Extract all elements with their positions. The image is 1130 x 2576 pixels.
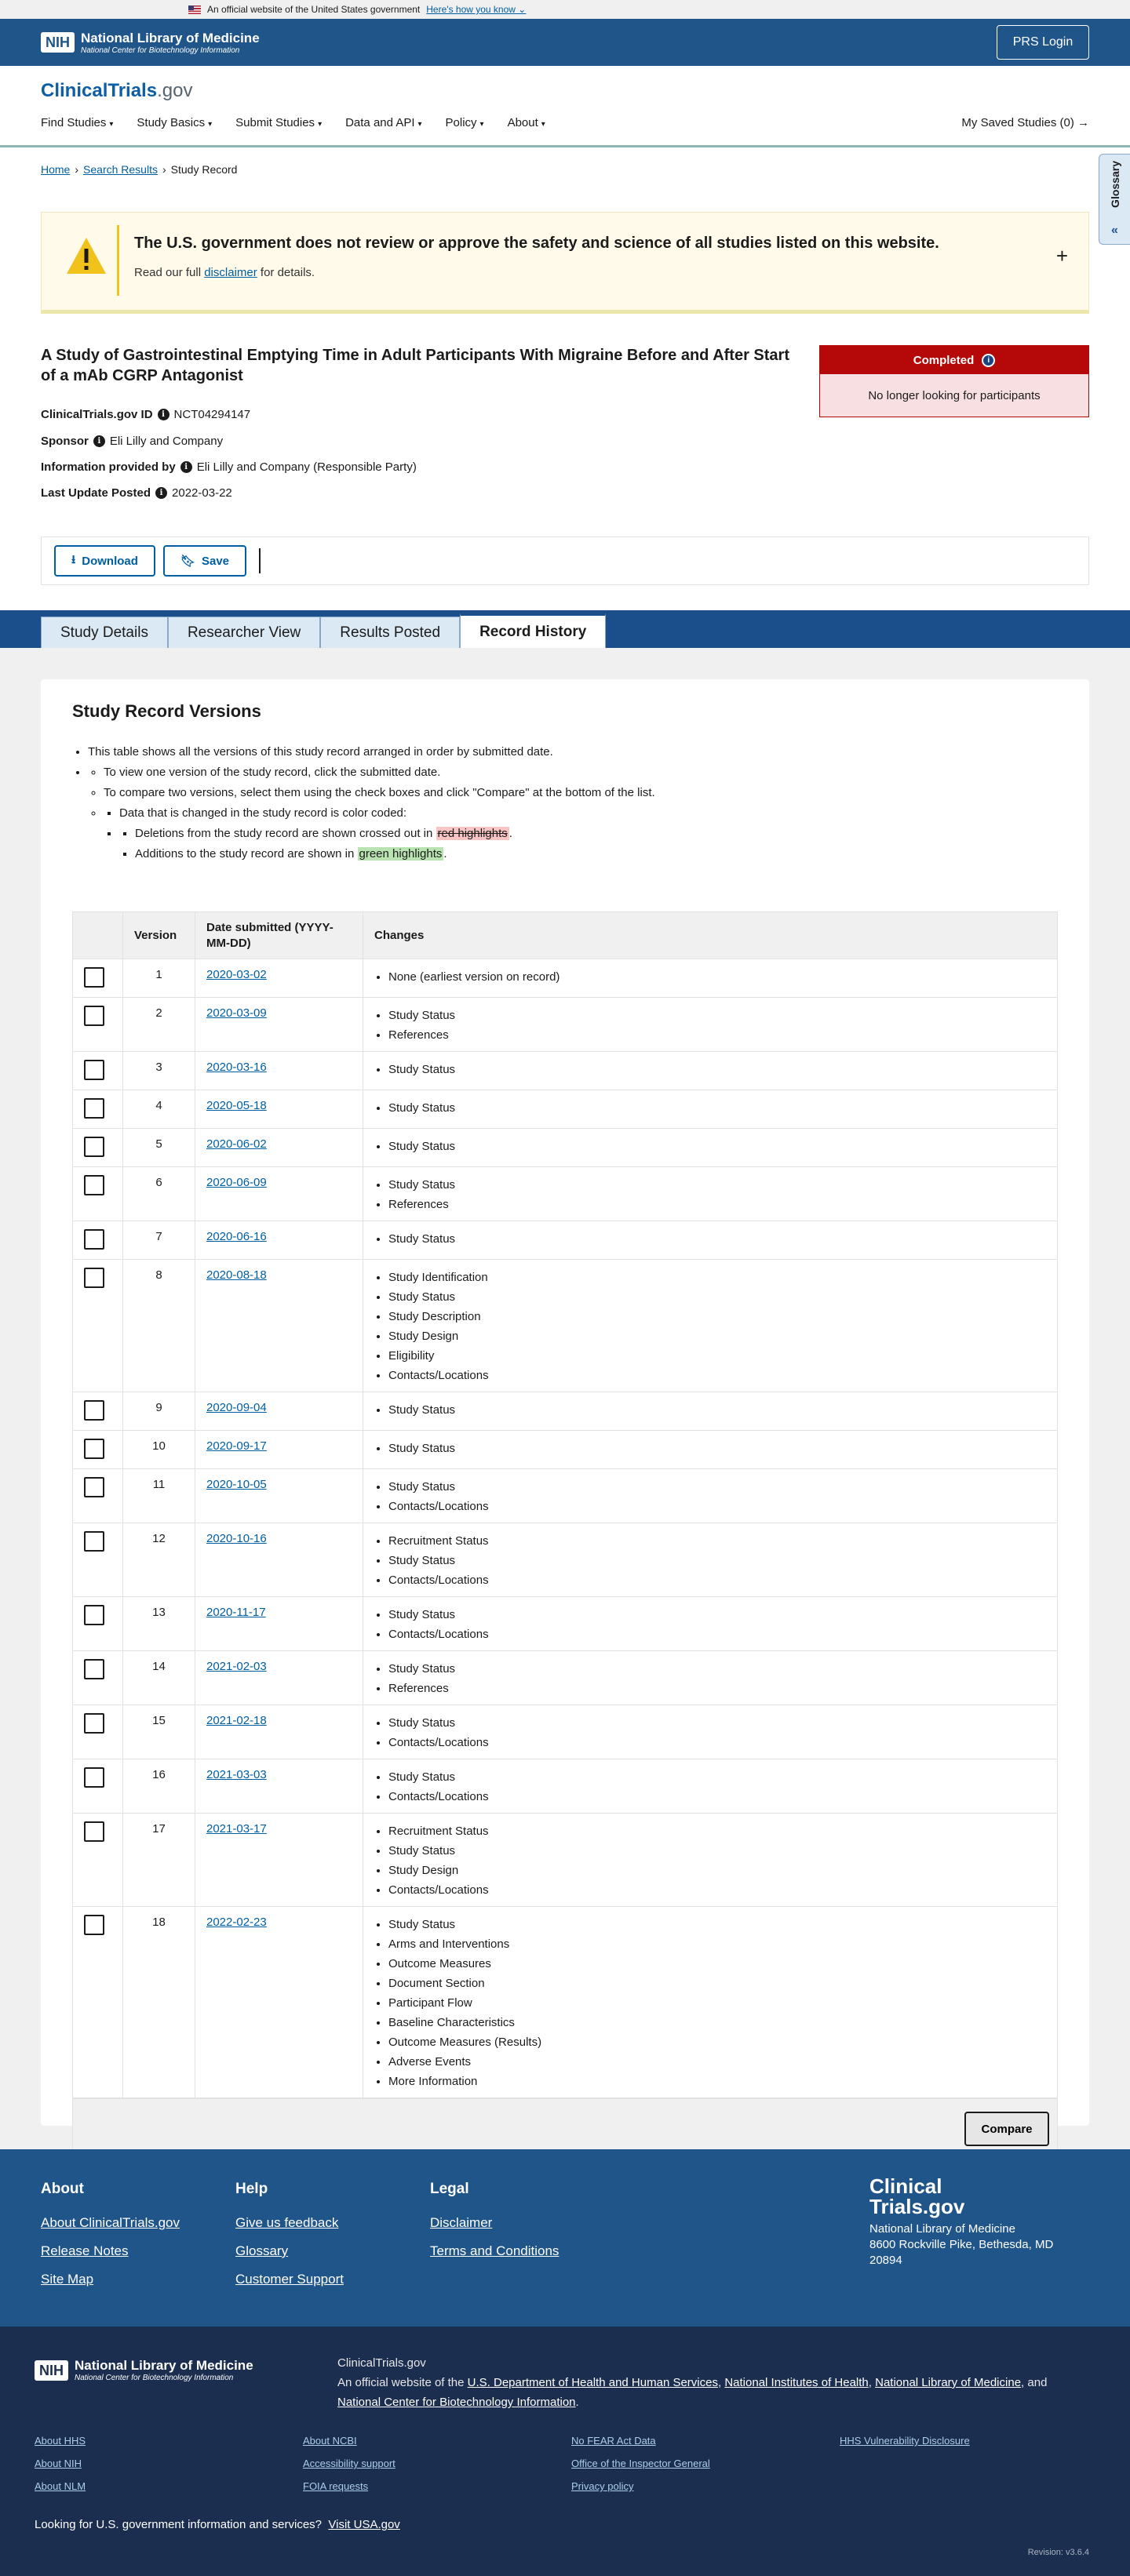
nav-policy[interactable]: Policy ▾ <box>445 116 484 129</box>
footer-link-feedback[interactable]: Give us feedback <box>235 2215 339 2230</box>
arrow-right-icon: → <box>1077 116 1089 129</box>
footer-legal <box>430 2181 559 2272</box>
changes-cell <box>363 1052 1058 1090</box>
version-date-link[interactable]: 2020-09-04 <box>206 1401 267 1414</box>
nav-study-basics[interactable]: Study Basics ▾ <box>137 116 213 129</box>
footer-link-no-fear[interactable]: No FEAR Act Data <box>571 2435 656 2447</box>
version-checkbox[interactable] <box>84 1821 104 1842</box>
version-number: 5 <box>123 1129 195 1167</box>
date-cell <box>195 1221 363 1260</box>
version-checkbox[interactable] <box>84 1439 104 1459</box>
double-chevron-left-icon: « <box>1111 224 1118 237</box>
version-checkbox[interactable] <box>84 1006 104 1026</box>
table-row <box>73 1759 1058 1814</box>
version-checkbox[interactable] <box>84 1400 104 1421</box>
versions-card <box>41 679 1089 2136</box>
version-number: 6 <box>123 1167 195 1221</box>
info-icon[interactable]: i <box>180 461 192 473</box>
version-date-link[interactable]: 2021-03-03 <box>206 1768 267 1781</box>
footer-link-privacy[interactable]: Privacy policy <box>571 2480 634 2492</box>
change-item: • Eligibility <box>388 1346 1046 1366</box>
changes-cell <box>363 1705 1058 1759</box>
version-date-link[interactable]: 2020-06-09 <box>206 1176 267 1189</box>
version-date-link[interactable]: 2020-05-18 <box>206 1099 267 1112</box>
changes-cell <box>363 1469 1058 1523</box>
table-row <box>73 1392 1058 1431</box>
versions-heading: Study Record Versions <box>72 701 261 721</box>
chevron-down-icon: ▾ <box>541 120 545 129</box>
info-icon[interactable]: i <box>982 354 995 367</box>
table-row <box>73 1705 1058 1759</box>
nlm-logo[interactable] <box>41 31 260 55</box>
footer-link-foia[interactable]: FOIA requests <box>303 2480 369 2492</box>
footer-link-site-map[interactable]: Site Map <box>41 2272 94 2287</box>
version-checkbox[interactable] <box>84 1060 104 1080</box>
select-column-header <box>73 912 123 959</box>
ncbi-subtitle: National Center for Biotechnology Information <box>81 45 240 55</box>
date-cell <box>195 1052 363 1090</box>
version-checkbox[interactable] <box>84 1767 104 1788</box>
heres-how-you-know-link[interactable]: Here's how you know ⌄ <box>426 4 527 15</box>
breadcrumb-current: Study Record <box>170 163 238 176</box>
date-cell <box>195 1260 363 1392</box>
footer-help <box>235 2181 344 2300</box>
ncbi-link[interactable]: National Center for Biotechnology Information <box>337 2396 576 2409</box>
footer-link-inspector-general[interactable]: Office of the Inspector General <box>571 2458 710 2469</box>
select-cell <box>73 1469 123 1523</box>
version-date-link[interactable]: 2020-03-09 <box>206 1006 267 1020</box>
download-button[interactable]: ⭳ Download <box>54 545 155 577</box>
select-cell <box>73 1597 123 1651</box>
select-cell <box>73 1090 123 1129</box>
nav-about[interactable]: About ▾ <box>507 116 545 129</box>
footer-link-glossary[interactable]: Glossary <box>235 2243 289 2258</box>
site-header <box>0 66 1130 147</box>
footer-link-release-notes[interactable]: Release Notes <box>41 2243 129 2258</box>
change-item: • Contacts/Locations <box>388 1787 1046 1806</box>
nih-logo-box: NIH <box>35 2360 68 2381</box>
changes-cell <box>363 1597 1058 1651</box>
info-icon[interactable]: i <box>93 435 105 447</box>
change-item: • Outcome Measures <box>388 1954 1046 1974</box>
footer-link-disclaimer[interactable]: Disclaimer <box>430 2215 493 2230</box>
us-flag-icon <box>188 5 201 14</box>
disclaimer-alert <box>41 212 1089 314</box>
status-note: No longer looking for participants <box>820 374 1088 417</box>
version-checkbox[interactable] <box>84 1098 104 1119</box>
select-cell <box>73 1431 123 1469</box>
change-item: • Recruitment Status <box>388 1821 1046 1841</box>
change-item: • Arms and Interventions <box>388 1934 1046 1954</box>
changes-cell <box>363 1221 1058 1260</box>
change-item: • Contacts/Locations <box>388 1880 1046 1900</box>
change-item: • Study Description <box>388 1307 1046 1326</box>
change-item: • Document Section <box>388 1974 1046 1993</box>
changes-cell <box>363 1759 1058 1814</box>
nih-link[interactable]: National Institutes of Health <box>724 2376 869 2389</box>
change-item: • References <box>388 1195 1046 1214</box>
date-cell <box>195 1090 363 1129</box>
date-cell <box>195 959 363 998</box>
bookmark-icon: 🔖︎ <box>180 555 195 568</box>
select-cell <box>73 1759 123 1814</box>
change-item: • Contacts/Locations <box>388 1366 1046 1385</box>
table-row <box>73 1260 1058 1392</box>
version-date-link[interactable]: 2020-11-17 <box>206 1606 266 1619</box>
table-row <box>73 1052 1058 1090</box>
version-checkbox[interactable] <box>84 1713 104 1734</box>
version-date-link[interactable]: 2020-03-16 <box>206 1061 267 1074</box>
footer-link-about-hhs[interactable]: About HHS <box>35 2435 86 2447</box>
date-cell <box>195 1523 363 1597</box>
info-icon[interactable]: i <box>158 409 170 420</box>
changes-cell <box>363 1431 1058 1469</box>
sponsor-row: Sponsor i Eli Lilly and Company <box>41 435 224 448</box>
glossary-label: Glossary <box>1108 161 1121 208</box>
nih-logo-box: NIH <box>41 32 75 53</box>
version-date-link[interactable]: 2020-09-17 <box>206 1439 267 1453</box>
gov-banner-text: An official website of the United States government <box>207 4 421 15</box>
version-date-link[interactable]: 2020-10-16 <box>206 1532 267 1545</box>
green-highlight-sample: green highlights <box>359 847 443 860</box>
table-row <box>73 1651 1058 1705</box>
change-item: • Contacts/Locations <box>388 1570 1046 1590</box>
changes-cell <box>363 998 1058 1052</box>
chevron-down-icon: ▾ <box>479 120 484 129</box>
version-checkbox[interactable] <box>84 1531 104 1552</box>
select-cell <box>73 1907 123 2098</box>
select-cell <box>73 959 123 998</box>
disclaimer-link[interactable]: disclaimer <box>204 266 257 279</box>
change-item: • Recruitment Status <box>388 1531 1046 1551</box>
date-cell <box>195 1392 363 1431</box>
date-cell <box>195 1167 363 1221</box>
breadcrumb-home[interactable]: Home <box>41 163 71 176</box>
table-row <box>73 1221 1058 1260</box>
chevron-down-icon: ▾ <box>318 120 323 129</box>
footer-link-vulnerability[interactable]: HHS Vulnerability Disclosure <box>840 2435 970 2447</box>
footer-bottom <box>0 2327 1130 2576</box>
change-item: • Contacts/Locations <box>388 1497 1046 1516</box>
alert-divider <box>117 225 119 296</box>
glossary-tab[interactable] <box>1099 154 1130 245</box>
version-number: 11 <box>123 1469 195 1523</box>
footer-gov-links <box>35 2435 1094 2492</box>
changes-column-header: Changes <box>363 912 1058 959</box>
change-item: • Participant Flow <box>388 1993 1046 2013</box>
changes-cell <box>363 1392 1058 1431</box>
change-item: • Study Status <box>388 1477 1046 1497</box>
study-id-row: ClinicalTrials.gov ID i NCT04294147 <box>41 408 251 421</box>
download-icon: ⭳ <box>71 552 76 566</box>
table-row <box>73 1090 1058 1129</box>
footer-site-name: ClinicalTrials.gov <box>337 2356 426 2370</box>
version-number: 4 <box>123 1090 195 1129</box>
change-item: • Study Status <box>388 1439 1046 1458</box>
version-date-link[interactable]: 2020-10-05 <box>206 1478 267 1491</box>
last-update-row: Last Update Posted i 2022-03-22 <box>41 486 232 500</box>
version-checkbox[interactable] <box>84 1175 104 1195</box>
select-cell <box>73 1392 123 1431</box>
version-number: 14 <box>123 1651 195 1705</box>
version-checkbox[interactable] <box>84 1268 104 1288</box>
prs-login-button[interactable]: PRS Login <box>997 25 1089 60</box>
change-item: • Study Status <box>388 1400 1046 1420</box>
version-date-link[interactable]: 2021-03-17 <box>206 1822 267 1836</box>
change-item: • Study Status <box>388 1137 1046 1156</box>
study-id: NCT04294147 <box>173 408 251 421</box>
provided-by: Eli Lilly and Company (Responsible Party) <box>196 460 417 474</box>
date-cell <box>195 998 363 1052</box>
date-cell <box>195 1814 363 1907</box>
date-cell <box>195 1705 363 1759</box>
select-cell <box>73 1523 123 1597</box>
expand-plus-icon[interactable]: + <box>1055 244 1068 267</box>
version-number: 7 <box>123 1221 195 1260</box>
date-cell <box>195 1469 363 1523</box>
version-checkbox[interactable] <box>84 1229 104 1250</box>
nav-submit-studies[interactable]: Submit Studies ▾ <box>235 116 323 129</box>
version-number: 12 <box>123 1523 195 1597</box>
visit-usa-gov-link[interactable]: Visit USA.gov <box>328 2518 400 2531</box>
footer-about <box>41 2181 180 2300</box>
select-cell <box>73 1260 123 1392</box>
version-checkbox[interactable] <box>84 1659 104 1679</box>
select-cell <box>73 1705 123 1759</box>
date-cell <box>195 1759 363 1814</box>
change-item: • Study Status <box>388 1841 1046 1861</box>
change-item: • Baseline Characteristics <box>388 2013 1046 2032</box>
changes-cell <box>363 959 1058 998</box>
version-number: 3 <box>123 1052 195 1090</box>
change-item: • Contacts/Locations <box>388 1625 1046 1644</box>
recruitment-status-box <box>819 345 1089 417</box>
disclaimer-text: Read our full disclaimer for details. <box>134 266 315 279</box>
footer-nlm-logo[interactable]: NIH National Library of Medicine National Center for Biotechnology Information <box>35 2358 253 2382</box>
select-cell <box>73 1129 123 1167</box>
footer-link-about-ncbi[interactable]: About NCBI <box>303 2435 357 2447</box>
save-button[interactable]: 🔖︎ Save <box>163 545 246 577</box>
version-date-link[interactable]: 2020-03-02 <box>206 968 267 981</box>
nav-find-studies[interactable]: Find Studies ▾ <box>41 116 114 129</box>
versions-instructions: • This table shows all the versions of this study record arranged in order by submitted date. ◦ • To view one version of the study record, click the submitted date. ◦ To compare two versions, select them using the check boxes and click "Compare" at the bottom of the list. ▪ ◦ Data that is changed in the study record is color coded: ▪ ▪ Deletions from the study record are shown crossed out in red highlights . ▪ Additions to the study record are shown in green highlights . <box>72 742 655 864</box>
version-date-link[interactable]: 2022-02-23 <box>206 1916 267 1929</box>
footer-link-support[interactable]: Customer Support <box>235 2272 344 2287</box>
provided-by-row: Information provided by i Eli Lilly and Company (Responsible Party) <box>41 460 417 474</box>
versions-table <box>72 911 1058 2098</box>
compare-button[interactable]: Compare <box>964 2112 1049 2146</box>
change-item: • Study Status <box>388 1060 1046 1079</box>
tab-researcher-view[interactable]: Researcher View <box>168 617 320 648</box>
version-checkbox[interactable] <box>84 1605 104 1625</box>
chevron-down-icon: ▾ <box>417 120 422 129</box>
last-update: 2022-03-22 <box>172 486 232 500</box>
change-item: • Study Status <box>388 1175 1046 1195</box>
version-number: 1 <box>123 959 195 998</box>
footer-about-title: About <box>41 2181 84 2197</box>
change-item: • Study Identification <box>388 1268 1046 1287</box>
table-row <box>73 1523 1058 1597</box>
status-label: Completed <box>913 353 975 367</box>
nlm-link[interactable]: National Library of Medicine <box>875 2376 1022 2389</box>
footer-help-title: Help <box>235 2181 268 2197</box>
date-cell <box>195 1431 363 1469</box>
changes-cell <box>363 1523 1058 1597</box>
changes-cell <box>363 1129 1058 1167</box>
footer-official-text: ClinicalTrials.gov An official website of the U.S. Department of Health and Human Services, National Institutes of Health, National Library of Medicine, and National Center for Biotechnology Information. <box>337 2353 1075 2412</box>
red-highlight-sample: red highlights <box>437 827 508 840</box>
main-nav <box>41 116 545 129</box>
change-item: • Contacts/Locations <box>388 1733 1046 1752</box>
version-number: 9 <box>123 1392 195 1431</box>
chevron-down-icon: ⌄ <box>518 4 527 15</box>
action-bar <box>41 537 1089 585</box>
version-number: 10 <box>123 1431 195 1469</box>
date-cell <box>195 1129 363 1167</box>
my-saved-studies-link[interactable]: My Saved Studies (0) → <box>961 116 1089 129</box>
change-item: • More Information <box>388 2072 1046 2091</box>
date-column-header: Date submitted (YYYY-MM-DD) <box>195 912 363 959</box>
table-row <box>73 1814 1058 1907</box>
chevron-down-icon: ▾ <box>208 120 213 129</box>
disclaimer-headline: The U.S. government does not review or approve the safety and science of all studies listed on this website. <box>134 235 939 252</box>
version-number: 18 <box>123 1907 195 2098</box>
select-cell <box>73 998 123 1052</box>
chevron-right-icon: › <box>75 163 79 176</box>
change-item: • Study Status <box>388 1659 1046 1679</box>
nav-data-and-api[interactable]: Data and API ▾ <box>345 116 422 129</box>
chevron-right-icon: › <box>162 163 166 176</box>
footer-link-about-nlm[interactable]: About NLM <box>35 2480 86 2492</box>
nlm-title: National Library of Medicine <box>81 30 260 45</box>
breadcrumb-search-results[interactable]: Search Results <box>83 163 158 176</box>
change-item: • Adverse Events <box>388 2052 1046 2072</box>
version-number: 8 <box>123 1260 195 1392</box>
version-checkbox[interactable] <box>84 1137 104 1157</box>
footer-org: National Library of Medicine 8600 Rockville Pike, Bethesda, MD 20894 <box>869 2222 1054 2267</box>
date-cell <box>195 1597 363 1651</box>
revision-label: Revision: v3.6.4 <box>1027 2548 1089 2557</box>
changes-cell <box>363 1090 1058 1129</box>
footer-link-about-nih[interactable]: About NIH <box>35 2458 82 2469</box>
footer-brand <box>869 2176 1089 2269</box>
hhs-link[interactable]: U.S. Department of Health and Human Services <box>467 2376 718 2389</box>
info-icon[interactable]: i <box>155 487 167 499</box>
change-item: • Study Design <box>388 1861 1046 1880</box>
version-date-link[interactable]: 2020-06-02 <box>206 1137 267 1151</box>
nih-header <box>0 19 1130 66</box>
change-item: • Study Status <box>388 1006 1046 1025</box>
version-number: 16 <box>123 1759 195 1814</box>
footer-legal-title: Legal <box>430 2181 469 2197</box>
footer-link-accessibility[interactable]: Accessibility support <box>303 2458 396 2469</box>
version-number: 2 <box>123 998 195 1052</box>
date-cell <box>195 1651 363 1705</box>
breadcrumb <box>41 163 237 176</box>
select-cell <box>73 1651 123 1705</box>
change-item: • Study Status <box>388 1767 1046 1787</box>
select-cell <box>73 1221 123 1260</box>
select-cell <box>73 1052 123 1090</box>
version-date-link[interactable]: 2020-08-18 <box>206 1268 267 1282</box>
select-cell <box>73 1167 123 1221</box>
change-item: • Study Design <box>388 1326 1046 1346</box>
change-item: • Study Status <box>388 1098 1046 1118</box>
version-date-link[interactable]: 2021-02-03 <box>206 1660 267 1673</box>
version-number: 15 <box>123 1705 195 1759</box>
change-item: • Study Status <box>388 1229 1046 1249</box>
tab-record-history[interactable]: Record History <box>460 613 606 648</box>
table-row <box>73 1431 1058 1469</box>
changes-cell <box>363 1907 1058 2098</box>
change-item: • Study Status <box>388 1605 1046 1625</box>
date-cell <box>195 1907 363 2098</box>
action-divider <box>259 548 261 573</box>
changes-cell <box>363 1651 1058 1705</box>
table-row <box>73 959 1058 998</box>
table-row <box>73 1167 1058 1221</box>
version-number: 17 <box>123 1814 195 1907</box>
changes-cell <box>363 1260 1058 1392</box>
footer-link-about-ct[interactable]: About ClinicalTrials.gov <box>41 2215 180 2230</box>
version-date-link[interactable]: 2020-06-16 <box>206 1230 267 1243</box>
table-row <box>73 1129 1058 1167</box>
study-title: A Study of Gastrointestinal Emptying Time in Adult Participants With Migraine Before and After Start of a mAb CGRP Antagonist <box>41 347 789 384</box>
table-row <box>73 1907 1058 2098</box>
version-date-link[interactable]: 2021-02-18 <box>206 1714 267 1727</box>
usa-gov-row: Looking for U.S. government information and services? Visit USA.gov <box>35 2518 400 2531</box>
change-item: • Study Status <box>388 1713 1046 1733</box>
warning-icon <box>65 235 108 277</box>
select-cell <box>73 1814 123 1907</box>
change-item: • Study Status <box>388 1287 1046 1307</box>
change-item: • None (earliest version on record) <box>388 967 1046 987</box>
change-item: • Outcome Measures (Results) <box>388 2032 1046 2052</box>
footer-top <box>0 2149 1130 2327</box>
record-history-section <box>0 648 1130 2149</box>
changes-cell <box>363 1167 1058 1221</box>
change-item: • References <box>388 1025 1046 1045</box>
version-checkbox[interactable] <box>84 967 104 988</box>
version-number: 13 <box>123 1597 195 1651</box>
sponsor: Eli Lilly and Company <box>109 435 224 448</box>
table-row <box>73 1469 1058 1523</box>
change-item: • Study Status <box>388 1551 1046 1570</box>
change-item: • Study Status <box>388 1915 1046 1934</box>
table-row <box>73 998 1058 1052</box>
changes-cell <box>363 1814 1058 1907</box>
footer-logo[interactable]: Clinical Trials.gov <box>869 2174 965 2218</box>
gov-banner <box>0 0 1130 19</box>
tab-results-posted[interactable]: Results Posted <box>320 617 460 648</box>
version-checkbox[interactable] <box>84 1915 104 1935</box>
chevron-down-icon: ▾ <box>109 120 114 129</box>
table-row <box>73 1597 1058 1651</box>
clinicaltrials-logo[interactable]: ClinicalTrials.gov <box>41 80 193 101</box>
version-column-header: Version <box>123 912 195 959</box>
change-item: • References <box>388 1679 1046 1698</box>
tab-study-details[interactable]: Study Details <box>41 617 168 648</box>
version-checkbox[interactable] <box>84 1477 104 1497</box>
footer-link-terms[interactable]: Terms and Conditions <box>430 2243 560 2258</box>
study-tabs <box>0 610 1130 648</box>
